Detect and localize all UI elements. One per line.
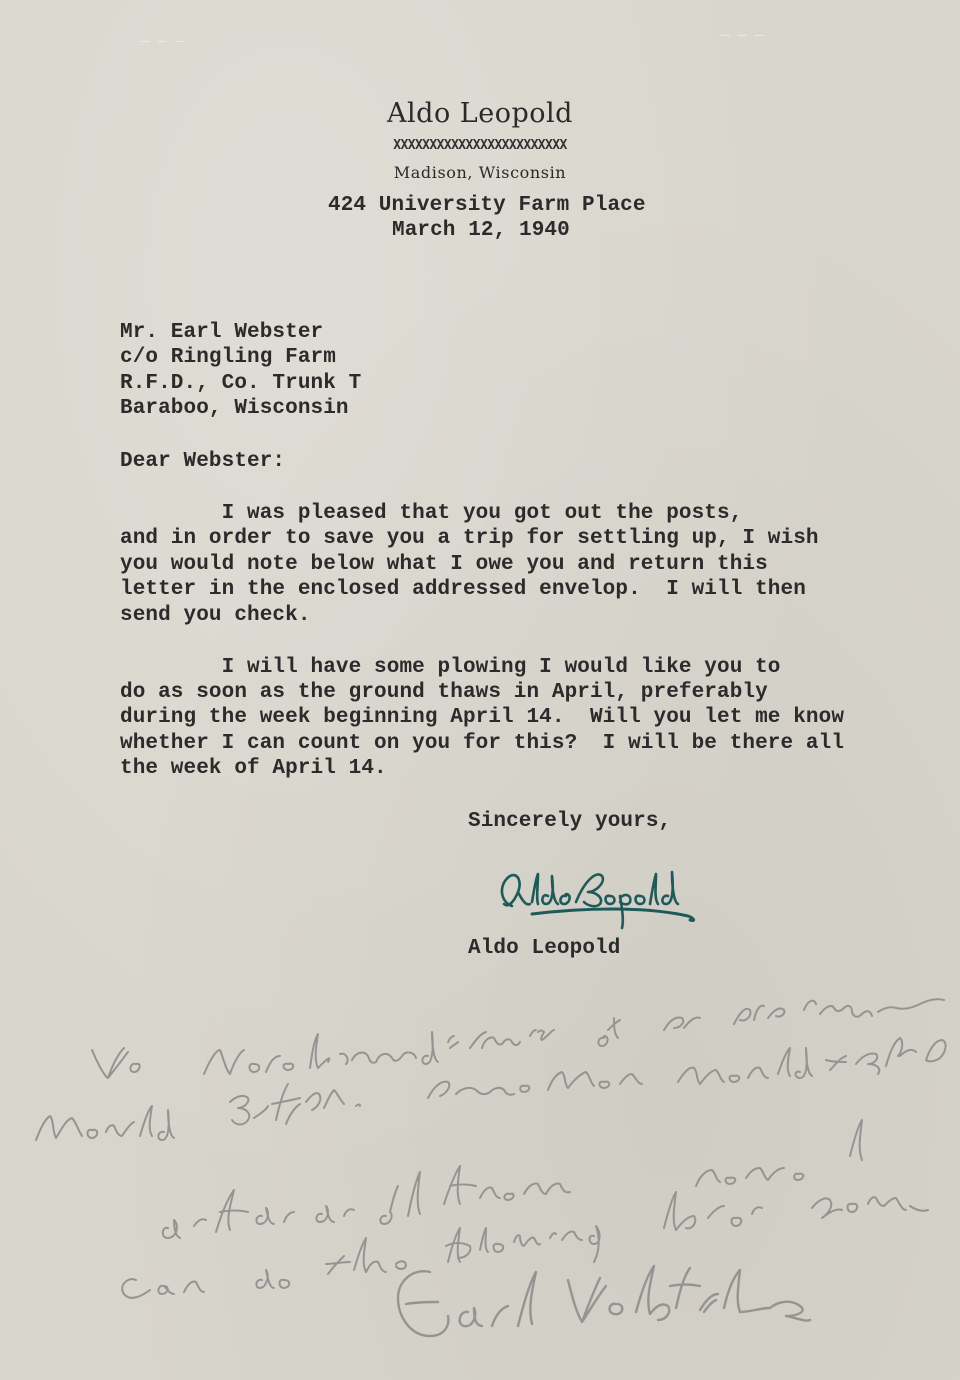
signature-ink: [492, 862, 712, 942]
body-line: do as soon as the ground thaws in April, preferably: [120, 681, 768, 704]
body-line: you would note below what I owe you and return this: [120, 553, 768, 576]
body-line: the week of April 14.: [120, 757, 387, 780]
salutation: Dear Webster:: [120, 450, 286, 473]
valediction: Sincerely yours,: [468, 810, 672, 833]
paper-crease-mark: — — —: [140, 36, 187, 47]
body-line: I will have some plowing I would like you to: [120, 656, 781, 679]
letter-date: March 12, 1940: [392, 219, 570, 242]
body-line: during the week beginning April 14. Will you let me know: [120, 706, 845, 729]
recipient-line: R.F.D., Co. Trunk T: [120, 372, 362, 395]
recipient-line: Baraboo, Wisconsin: [120, 397, 349, 420]
paper-crease-mark: — — —: [720, 30, 767, 41]
letterhead-name: Aldo Leopold: [387, 98, 573, 129]
body-line: and in order to save you a trip for settling up, I wish: [120, 527, 819, 550]
recipient-line: c/o Ringling Farm: [120, 346, 336, 369]
letterhead-struck-line: XXXXXXXXXXXXXXXXXXXXXXXX: [393, 138, 567, 153]
handwritten-pencil-reply: [0, 990, 960, 1380]
body-line: send you check.: [120, 604, 311, 627]
letterhead-city: Madison, Wisconsin: [393, 163, 567, 182]
body-line: whether I can count on you for this? I will be there all: [120, 732, 845, 755]
body-line: letter in the enclosed addressed envelop. I will then: [120, 578, 806, 601]
recipient-line: Mr. Earl Webster: [120, 321, 324, 344]
typed-signature-name: Aldo Leopold: [468, 937, 621, 960]
body-line: I was pleased that you got out the posts,: [120, 502, 743, 525]
sender-street: 424 University Farm Place: [328, 194, 646, 217]
